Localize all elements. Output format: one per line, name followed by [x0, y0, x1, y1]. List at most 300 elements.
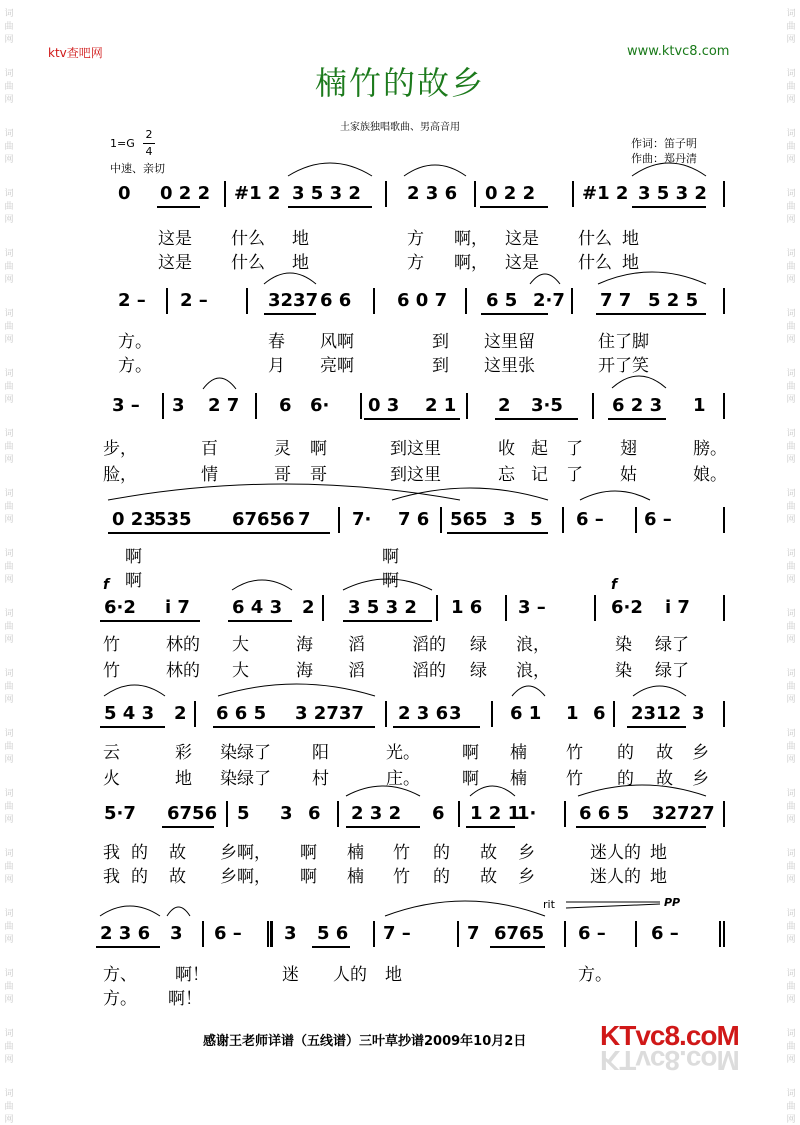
note-group: 2 3 2 [351, 803, 402, 824]
note-group: 6756 [167, 803, 218, 824]
watermark-glyph: 词 [4, 429, 14, 439]
barline [436, 595, 438, 621]
barline [466, 393, 468, 419]
note-group: 6 [308, 803, 321, 824]
note-group: 6 6 [320, 290, 352, 311]
note-beam [481, 313, 548, 315]
lyric-syllable: 方、 [103, 965, 137, 985]
watermark-glyph: 词 [4, 789, 14, 799]
watermark-glyph: 词 [4, 609, 14, 619]
slur-arc [104, 685, 165, 696]
lyric-syllable: 火 [103, 769, 120, 789]
barline [505, 595, 507, 621]
watermark-glyph: 网 [786, 515, 796, 525]
lyric-syllable: 春 [268, 332, 285, 352]
watermark-glyph: 网 [786, 815, 796, 825]
lyric-line-2 [0, 989, 800, 1011]
ktvc8-logo-reflection: KTvc8.coM [600, 1045, 739, 1076]
watermark-glyph: 词 [4, 1089, 14, 1099]
site-url-right[interactable]: www.ktvc8.com [627, 44, 730, 59]
note-group: 1 2 1 [470, 803, 521, 824]
decrescendo-line [566, 904, 660, 908]
lyric-line-2 [0, 867, 800, 889]
barline [572, 181, 574, 207]
watermark-glyph: 网 [4, 155, 14, 165]
watermark-glyph: 曲 [4, 562, 14, 572]
note-beam [627, 726, 686, 728]
lyric-line-2 [0, 769, 800, 791]
watermark-glyph: 网 [786, 875, 796, 885]
watermark-glyph: 词 [4, 309, 14, 319]
note-group: 3 [503, 509, 516, 530]
note-group: 7 [298, 509, 311, 530]
lyric-syllable: 到这里 [390, 465, 441, 485]
score-line-5 [0, 597, 800, 621]
note-group: 0 2 2 [485, 183, 536, 204]
watermark-glyph: 网 [786, 575, 796, 585]
watermark-glyph: 词 [4, 669, 14, 679]
watermark-glyph: 词 [4, 909, 14, 919]
lyric-syllable: 地 [175, 769, 192, 789]
note-group: 6 6 5 [216, 703, 267, 724]
forte-mark-2: f [611, 577, 618, 593]
note-beam [632, 206, 706, 208]
barline [723, 595, 725, 621]
lyric-syllable: 啊 [382, 571, 399, 591]
lyric-syllable: 啊， [454, 229, 488, 249]
watermark-glyph: 网 [786, 1055, 796, 1065]
score-line-4 [0, 509, 800, 533]
watermark-glyph: 曲 [4, 742, 14, 752]
watermark-glyph: 词 [786, 549, 796, 559]
watermark-glyph: 网 [4, 455, 14, 465]
note-group: 6 – [214, 923, 242, 944]
watermark-glyph: 词 [4, 849, 14, 859]
barline [465, 288, 467, 314]
tempo-marking: 中速、亲切 [110, 162, 165, 175]
note-group: 5 2 5 [648, 290, 699, 311]
slur-arc [530, 274, 560, 284]
lyric-syllable: 这是 [505, 229, 539, 249]
key-signature: 1=G [110, 137, 135, 150]
watermark-glyph: 词 [786, 609, 796, 619]
note-group: 7 7 [600, 290, 632, 311]
watermark-glyph: 网 [4, 695, 14, 705]
lyric-syllable: 乡 [518, 843, 535, 863]
barline [723, 181, 725, 207]
barline [457, 921, 459, 947]
song-title: 楠竹的故乡 [314, 64, 485, 102]
watermark-glyph: 网 [4, 215, 14, 225]
lyric-syllable: 这里张 [484, 356, 535, 376]
watermark-glyph: 词 [786, 669, 796, 679]
lyric-syllable: 海 [296, 661, 313, 681]
barline [635, 921, 637, 947]
ktvc8-logo[interactable]: KTvc8.coM [600, 1020, 739, 1051]
slur-arc [580, 491, 650, 500]
note-group: 2·7 [533, 290, 565, 311]
lyric-syllable: 啊 [310, 439, 327, 459]
score-line-7 [0, 803, 800, 827]
lyric-syllable: 滔的 [412, 661, 446, 681]
watermark-glyph: 词 [4, 369, 14, 379]
lyric-syllable: 地 [622, 253, 639, 273]
lyric-line-1 [0, 439, 800, 461]
note-group: 2 7 [208, 395, 240, 416]
note-group: 2 3 6 [398, 703, 449, 724]
lyric-syllable: 绿了 [655, 661, 689, 681]
watermark-glyph: 网 [4, 935, 14, 945]
barline [373, 921, 375, 947]
watermark-glyph: 词 [786, 969, 796, 979]
note-group: 3 2737 [295, 703, 364, 724]
watermark-glyph: 网 [4, 515, 14, 525]
lyric-syllable: 的 [617, 743, 634, 763]
watermark-glyph: 网 [786, 275, 796, 285]
note-group: 1 [566, 703, 579, 724]
lyric-syllable: 收 [498, 439, 515, 459]
watermark-glyph: 词 [4, 729, 14, 739]
watermark-glyph: 曲 [4, 262, 14, 272]
lyric-syllable: 染 [615, 635, 632, 655]
barline [723, 288, 725, 314]
note-group: 1 [693, 395, 706, 416]
lyric-syllable: 啊， [454, 253, 488, 273]
lyric-syllable: 染绿了 [220, 743, 271, 763]
lyric-syllable: 海 [296, 635, 313, 655]
barline [613, 701, 615, 727]
watermark-glyph: 曲 [4, 982, 14, 992]
watermark-glyph: 曲 [4, 142, 14, 152]
barline [458, 801, 460, 827]
watermark-glyph: 曲 [4, 862, 14, 872]
note-group: 3 5 3 2 [292, 183, 361, 204]
lyric-syllable: 乡 [518, 867, 535, 887]
lyric-syllable: 起 [531, 439, 548, 459]
note-group: 6 – [644, 509, 672, 530]
lyric-syllable: 阳 [312, 743, 329, 763]
note-group: 6 – [576, 509, 604, 530]
watermark-glyph: 曲 [786, 382, 796, 392]
lyric-line-1 [0, 843, 800, 865]
watermark-glyph: 网 [4, 35, 14, 45]
watermark-glyph: 词 [786, 1029, 796, 1039]
lyric-syllable: 绿 [470, 661, 487, 681]
watermark-glyph: 词 [4, 69, 14, 79]
note-beam [288, 206, 372, 208]
lyric-syllable: 大 [232, 635, 249, 655]
note-beam [100, 620, 200, 622]
watermark-glyph: 网 [786, 155, 796, 165]
note-group: 3 [449, 703, 462, 724]
lyric-syllable: 楠 [347, 867, 364, 887]
note-group: 7 [467, 923, 480, 944]
barline [723, 921, 725, 947]
watermark-glyph: 网 [786, 755, 796, 765]
note-beam [157, 206, 200, 208]
lyric-syllable: 这是 [505, 253, 539, 273]
slur-arc [404, 165, 466, 176]
lyric-syllable: 我 [103, 867, 120, 887]
barline [267, 921, 269, 947]
barline [723, 507, 725, 533]
lyric-syllable: 绿 [470, 635, 487, 655]
time-top: 2 [145, 128, 153, 141]
barline [491, 701, 493, 727]
lyric-syllable: 方 [407, 253, 424, 273]
watermark-glyph: 曲 [4, 922, 14, 932]
slur-arc [392, 488, 548, 500]
repeat-barline [270, 921, 273, 947]
lyric-syllable: 地 [292, 253, 309, 273]
note-beam [490, 946, 545, 948]
lyric-line-2 [0, 356, 800, 378]
lyric-syllable: 我 [103, 843, 120, 863]
barline [373, 288, 375, 314]
forte-mark-1: f [103, 577, 110, 593]
lyric-syllable: 啊 [462, 743, 479, 763]
barline [194, 701, 196, 727]
note-group: i 7 [165, 597, 190, 618]
note-group: 1· [517, 803, 537, 824]
watermark-glyph: 词 [4, 129, 14, 139]
slur-arc [100, 906, 160, 916]
lyric-syllable: 方。 [118, 356, 152, 376]
note-group: 0 3 [368, 395, 400, 416]
watermark-glyph: 曲 [786, 862, 796, 872]
lyric-syllable: 情 [201, 465, 218, 485]
lyric-line-1 [0, 635, 800, 657]
lyric-line-2 [0, 571, 800, 593]
footer-credit: 感谢王老师详谱（五线谱）三叶草抄谱2009年10月2日 [203, 1034, 527, 1049]
lyric-syllable: 滔的 [412, 635, 446, 655]
watermark-glyph: 词 [786, 129, 796, 139]
note-group: 3 [692, 703, 705, 724]
note-group: 6·2 [611, 597, 643, 618]
lyric-syllable: 啊 [300, 843, 317, 863]
watermark-glyph: 网 [4, 755, 14, 765]
lyric-syllable: 什么 [231, 229, 265, 249]
lyric-syllable: 什么 [578, 229, 612, 249]
note-beam [108, 532, 330, 534]
watermark-glyph: 网 [4, 815, 14, 825]
watermark-glyph: 网 [4, 95, 14, 105]
lyric-syllable: 楠 [510, 743, 527, 763]
barline [562, 507, 564, 533]
note-group: i 7 [665, 597, 690, 618]
note-group: 0 2 2 [160, 183, 211, 204]
lyric-syllable: 乡啊， [220, 843, 271, 863]
watermark-glyph: 词 [786, 849, 796, 859]
lyric-syllable: 啊 [125, 547, 142, 567]
note-group: 6 – [651, 923, 679, 944]
note-beam [364, 418, 460, 420]
note-group: 6 0 7 [397, 290, 448, 311]
watermark-glyph: 网 [4, 395, 14, 405]
note-group: 3 [170, 923, 183, 944]
lyric-syllable: 的 [433, 843, 450, 863]
watermark-glyph: 曲 [786, 622, 796, 632]
note-beam [596, 313, 706, 315]
lyric-syllable: 地 [650, 843, 667, 863]
slur-arc [288, 163, 372, 176]
slur-arc [385, 901, 545, 916]
lyric-syllable: 步， [103, 439, 137, 459]
note-group: 2 – [180, 290, 208, 311]
lyric-syllable: 迷人的 [590, 843, 641, 863]
watermark-glyph: 网 [786, 395, 796, 405]
barline [255, 393, 257, 419]
barline [571, 288, 573, 314]
barline [385, 181, 387, 207]
watermark-glyph: 曲 [786, 322, 796, 332]
lyric-syllable: 浪， [516, 635, 550, 655]
watermark-glyph: 词 [786, 369, 796, 379]
pianissimo-mark: PP [664, 896, 681, 909]
note-beam [346, 826, 420, 828]
note-group: 6 4 3 [232, 597, 283, 618]
barline [385, 701, 387, 727]
lyric-syllable: 迷人的 [590, 867, 641, 887]
watermark-glyph: 曲 [786, 922, 796, 932]
lyric-syllable: 竹 [566, 769, 583, 789]
final-barline [719, 921, 721, 947]
note-group: 6765 [494, 923, 545, 944]
watermark-glyph: 网 [786, 35, 796, 45]
barline [594, 595, 596, 621]
watermark-glyph: 词 [786, 729, 796, 739]
note-group: 2 [302, 597, 315, 618]
lyric-syllable: 楠 [510, 769, 527, 789]
lyric-syllable: 方。 [118, 332, 152, 352]
lyric-syllable: 到这里 [390, 439, 441, 459]
note-beam [96, 946, 160, 948]
slur-arc [512, 686, 545, 696]
lyric-syllable: 染 [615, 661, 632, 681]
site-name-left[interactable]: ktv查吧网 [48, 46, 103, 60]
lyric-syllable: 姑 [620, 465, 637, 485]
watermark-glyph: 曲 [4, 82, 14, 92]
watermark-glyph: 词 [786, 489, 796, 499]
lyric-syllable: 大 [232, 661, 249, 681]
note-group: 6 [279, 395, 292, 416]
watermark-glyph: 曲 [4, 502, 14, 512]
watermark-glyph: 曲 [786, 442, 796, 452]
lyric-syllable: 光。 [386, 743, 420, 763]
barline [322, 595, 324, 621]
watermark-glyph: 曲 [786, 562, 796, 572]
barline [723, 393, 725, 419]
lyric-syllable: 风啊 [320, 332, 354, 352]
lyric-syllable: 林的 [166, 661, 200, 681]
note-beam [466, 826, 515, 828]
lyric-syllable: 故 [480, 867, 497, 887]
time-bottom: 4 [143, 143, 155, 160]
note-group: 2 [498, 395, 511, 416]
note-group: 6 1 [510, 703, 542, 724]
barline [338, 507, 340, 533]
lyric-syllable: 方。 [103, 989, 137, 1009]
note-group: 5 [530, 509, 543, 530]
lyric-syllable: 翅 [620, 439, 637, 459]
note-group: 6 [432, 803, 445, 824]
watermark-glyph: 网 [786, 695, 796, 705]
barline [564, 801, 566, 827]
lyric-line-2 [0, 661, 800, 683]
lyric-syllable: 啊！ [168, 989, 202, 1009]
watermark-glyph: 网 [786, 215, 796, 225]
barline [440, 507, 442, 533]
lyric-syllable: 啊！ [175, 965, 209, 985]
lyric-syllable: 故 [480, 843, 497, 863]
lyric-syllable: 乡 [692, 743, 709, 763]
lyric-syllable: 地 [292, 229, 309, 249]
note-beam [576, 826, 706, 828]
lyric-syllable: 楠 [347, 843, 364, 863]
watermark-glyph: 曲 [4, 1042, 14, 1052]
note-group: 6 5 [486, 290, 518, 311]
watermark-glyph: 曲 [4, 442, 14, 452]
lyric-syllable: 膀。 [693, 439, 727, 459]
note-beam [480, 206, 548, 208]
note-group: 5·7 [104, 803, 136, 824]
note-group: 7 – [383, 923, 411, 944]
lyric-syllable: 方 [407, 229, 424, 249]
lyric-syllable: 记 [531, 465, 548, 485]
watermark-glyph: 曲 [786, 682, 796, 692]
watermark-glyph: 网 [4, 875, 14, 885]
lyric-syllable: 庄。 [386, 769, 420, 789]
note-beam [495, 418, 578, 420]
note-beam [264, 313, 316, 315]
lyric-line-1 [0, 332, 800, 354]
watermark-glyph: 网 [4, 335, 14, 345]
barline [226, 801, 228, 827]
note-beam [393, 726, 480, 728]
lyric-syllable: 住了脚 [598, 332, 649, 352]
lyric-syllable: 故 [169, 843, 186, 863]
note-group: 3 – [518, 597, 546, 618]
watermark-glyph: 词 [786, 309, 796, 319]
lyric-syllable: 哥 [310, 465, 327, 485]
note-beam [343, 620, 432, 622]
watermark-glyph: 曲 [4, 322, 14, 332]
watermark-glyph: 曲 [786, 802, 796, 812]
watermark-glyph: 网 [786, 335, 796, 345]
note-group: 535 [154, 509, 192, 530]
watermark-glyph: 词 [786, 1089, 796, 1099]
watermark-glyph: 词 [4, 249, 14, 259]
note-group: 3 [280, 803, 293, 824]
lyric-syllable: 浪， [516, 661, 550, 681]
lyric-line-1 [0, 547, 800, 569]
watermark-glyph: 网 [786, 1115, 796, 1125]
note-group: 3·5 [531, 395, 563, 416]
watermark-glyph: 曲 [4, 22, 14, 32]
barline [202, 921, 204, 947]
note-group: 3 [172, 395, 185, 416]
lyric-syllable: 故 [169, 867, 186, 887]
watermark-glyph: 词 [4, 549, 14, 559]
lyric-syllable: 滔 [348, 635, 365, 655]
lyric-syllable: 村 [312, 769, 329, 789]
watermark-glyph: 曲 [786, 1102, 796, 1112]
note-group: 67656 [232, 509, 295, 530]
lyric-syllable: 什么 [578, 253, 612, 273]
watermark-glyph: 网 [786, 995, 796, 1005]
lyric-syllable: 的 [433, 867, 450, 887]
barline [635, 507, 637, 533]
